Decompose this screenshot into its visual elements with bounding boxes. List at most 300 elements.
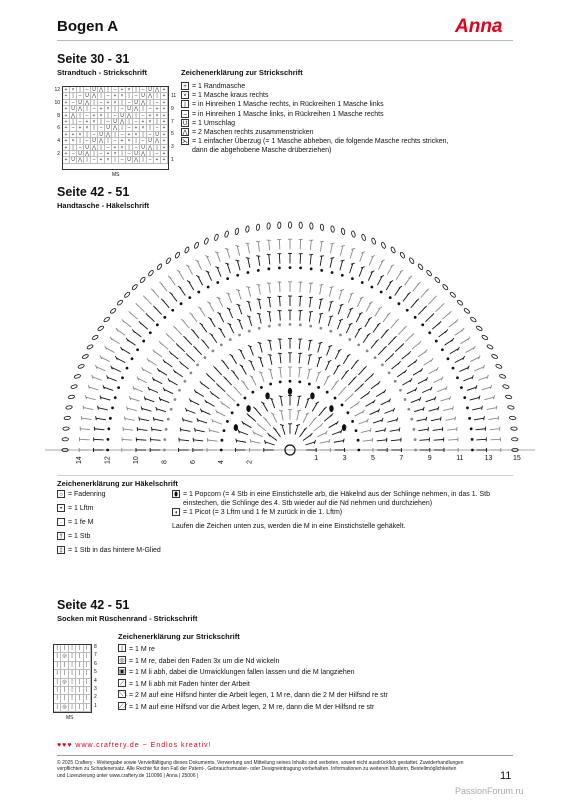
chart-cell: – [105, 145, 112, 151]
stitch-dot [231, 411, 234, 414]
chart-cell: + [63, 125, 70, 131]
stb-stitch-top [329, 439, 330, 443]
stb-stitch-top [341, 429, 342, 433]
chart-cell: | [126, 93, 133, 99]
stb-stitch [198, 276, 203, 285]
stb-stitch [448, 439, 458, 440]
key-text: = Fadenring [68, 491, 106, 498]
legal-line-3: und Lizenzierung unter www.craftery.de 110096 | Anna | 25006 | [57, 772, 199, 779]
stb-stitch-top [397, 418, 398, 422]
chart-cell: – [147, 157, 154, 163]
stb-stitch-top [399, 428, 400, 432]
stitch-dot [163, 316, 166, 319]
stb-stitch [142, 408, 152, 411]
stb-stitch [260, 343, 263, 353]
stb-stitch [460, 338, 468, 343]
stb-stitch-top [151, 289, 154, 292]
stb-stitch-top [439, 321, 442, 324]
stb-stitch [190, 400, 199, 404]
stb-stitch-top [449, 396, 450, 400]
chart-cell: + [147, 113, 154, 119]
stb-stitch [111, 338, 119, 343]
stb-stitch-top [179, 361, 181, 364]
stitch-dot [380, 291, 383, 294]
stb-stitch [139, 419, 149, 421]
row-number: 7 [93, 652, 97, 659]
stb-stitch-top [129, 396, 130, 400]
chart-cell: U [126, 157, 133, 163]
chart-cell: | [76, 653, 83, 661]
stb-stitch [476, 429, 486, 430]
stb-stitch-top [298, 396, 302, 397]
stb-stitch [390, 430, 400, 432]
stb-stitch [377, 440, 387, 441]
stb-stitch-top [206, 373, 209, 376]
stb-stitch [325, 361, 329, 370]
stb-stitch [280, 353, 281, 363]
stb-stitch-top [273, 428, 276, 430]
socken-row-numbers [94, 644, 97, 713]
stitch-dot [221, 439, 224, 442]
stb-stitch [138, 378, 147, 382]
key-text: = 1 fe M [68, 519, 94, 526]
stb-stitch [164, 389, 173, 393]
stb-stitch [271, 399, 274, 408]
key-symbol-icon: ▣ [119, 669, 125, 676]
stb-stitch-top [319, 342, 323, 343]
stitch-dot [357, 449, 360, 452]
key-symbol-icon: ⟋⟋ [119, 703, 128, 710]
stb-stitch-top [193, 346, 196, 349]
stb-stitch [282, 425, 285, 435]
chart-cell: | [84, 687, 91, 695]
stb-stitch [335, 350, 339, 359]
stb-stitch [437, 388, 446, 392]
chart-cell: | [105, 113, 112, 119]
chart-cell: × [84, 125, 91, 131]
stb-stitch [300, 311, 301, 321]
stitch-dot [174, 398, 177, 401]
stb-stitch-top [238, 429, 239, 433]
stb-stitch [82, 418, 92, 420]
chart-cell: | [61, 645, 68, 653]
row-number: 1 [93, 702, 97, 709]
key-item [118, 690, 458, 702]
chart-cell: × [154, 113, 161, 119]
chart-cell: + [112, 93, 119, 99]
picot-icon [502, 384, 509, 389]
chart-cell: + [112, 145, 119, 151]
chart-cell: | [98, 119, 105, 125]
stitch-dot [466, 407, 469, 410]
chart-cell: | [54, 679, 61, 687]
chart-cell: U [147, 138, 154, 144]
page-title: Bogen A [57, 18, 119, 35]
chart-cell: | [119, 125, 126, 131]
strandtuch-chart [52, 86, 176, 178]
stb-stitch [272, 414, 276, 423]
stb-stitch-top [398, 361, 400, 364]
stb-stitch [369, 256, 373, 265]
stb-stitch [270, 340, 272, 350]
stitch-dot [331, 271, 334, 274]
stb-stitch [387, 266, 392, 275]
stb-stitch-top [364, 366, 367, 369]
stb-stitch [366, 401, 375, 406]
chart-cell: × [105, 157, 112, 163]
stb-stitch [191, 314, 197, 322]
stb-stitch [310, 255, 311, 265]
chart-cell: ⋀ [91, 93, 97, 100]
stb-stitch [134, 388, 143, 392]
stb-stitch [332, 431, 341, 434]
row-number: 3 [171, 144, 174, 151]
stb-stitch-top [378, 381, 380, 384]
stb-stitch [160, 399, 169, 403]
chart-cell: | [54, 695, 61, 703]
crafty-text: www.craftery.de ~ Endlos kreativ! [75, 742, 212, 749]
picot-icon [194, 242, 200, 249]
popcorn-icon [234, 424, 238, 431]
stb-stitch-top [247, 316, 251, 317]
chart-cell: | [133, 87, 140, 93]
stb-stitch [261, 372, 265, 381]
chart-cell: | [147, 151, 154, 157]
stb-stitch-top [153, 350, 155, 353]
stb-stitch [388, 420, 398, 423]
chart-cell: + [63, 100, 70, 106]
stb-stitch-top [377, 323, 380, 325]
stb-stitch [298, 396, 300, 406]
chart-cell: – [70, 125, 77, 131]
picot-icon [131, 284, 138, 291]
stitch-dot [471, 449, 474, 452]
stb-stitch-top [144, 397, 145, 401]
key-text: Laufen die Zeichen unten zus, werden die M in eine Einstichstelle gehäkelt. [172, 523, 406, 531]
picot-icon [66, 405, 73, 409]
stb-stitch-top [247, 413, 250, 416]
chart-cell: | [140, 157, 147, 163]
stb-stitch [258, 242, 260, 252]
stb-stitch-top [314, 417, 317, 419]
stb-stitch [281, 396, 283, 406]
stitch-dot [260, 386, 263, 389]
stitch-dot [196, 364, 199, 367]
picot-icon [361, 234, 366, 241]
key-text: = in Hinreihen 1 Masche rechts, in Rückreihen 1 Masche links [192, 101, 384, 109]
row-number: 6 [57, 125, 60, 132]
stb-stitch-top [385, 428, 386, 432]
stb-stitch-top [496, 406, 497, 410]
stb-stitch [487, 408, 497, 410]
stb-stitch [413, 370, 422, 375]
picot-icon [148, 270, 154, 277]
key-item [172, 490, 512, 508]
stitch-dot [220, 449, 223, 452]
stb-stitch-top [382, 418, 383, 422]
stb-stitch-top [415, 360, 417, 363]
chart-cell: – [119, 106, 126, 112]
chart-cell: × [91, 119, 98, 125]
row-number: 8 [57, 112, 60, 119]
stb-stitch [426, 398, 435, 401]
chart-cell: ◎ [61, 704, 68, 712]
key-item [181, 110, 451, 119]
row-number: 12 [54, 87, 60, 93]
chart-cell: | [69, 653, 76, 661]
stitch-dot [357, 439, 360, 442]
key-symbol-icon: ◖ [172, 508, 180, 516]
picot-icon [288, 222, 291, 228]
round-label: 14 [76, 456, 84, 464]
row-number: 5 [93, 669, 97, 676]
stb-stitch-top [268, 369, 272, 370]
stb-stitch-top [169, 351, 172, 354]
chart-cell: ⋀ [147, 144, 153, 151]
row-number: 2 [93, 694, 97, 701]
chart-cell: + [119, 138, 126, 144]
picot-icon [507, 405, 514, 409]
chart-cell: + [161, 132, 168, 138]
round-label: 3 [342, 455, 347, 462]
chart-cell: – [70, 151, 77, 157]
chart-cell: | [154, 119, 161, 125]
stitch-dot [421, 323, 424, 326]
stb-stitch [467, 387, 476, 390]
picot-icon [486, 344, 493, 350]
stb-stitch [300, 282, 301, 292]
chart-cell: × [98, 113, 105, 119]
stb-stitch-top [83, 406, 84, 410]
popcorn-icon [329, 405, 333, 412]
chart-cell: – [98, 151, 105, 157]
stb-stitch-top [329, 316, 333, 317]
popcorn-icon [288, 388, 292, 395]
stb-stitch [491, 439, 501, 440]
stitch-dot [131, 357, 134, 360]
stb-stitch [440, 398, 450, 401]
stitch-dot [156, 323, 159, 326]
stb-stitch [355, 329, 360, 338]
chart-cell: – [133, 119, 140, 125]
picot-icon [224, 231, 229, 238]
legal-line-1: © 2025 Craftery - Weitergabe sowie Vervielfältigung dieses Dokuments, Verwertung und Mitteilung seines Inhalts sind verboten, soweit nicht ausdrücklich gestattet. Zuwiderhandlungen [57, 760, 464, 766]
stitch-dot [470, 427, 473, 430]
stb-stitch-top [246, 243, 250, 244]
stitch-dot [167, 418, 170, 421]
stb-stitch [429, 369, 438, 374]
stb-stitch [350, 249, 353, 259]
stb-stitch [258, 285, 260, 295]
stb-stitch [123, 429, 133, 430]
stb-stitch-top [371, 373, 374, 376]
stb-stitch-top [161, 299, 164, 302]
chart-cell: | [76, 687, 83, 695]
stitch-dot [248, 330, 251, 333]
picot-icon [309, 223, 313, 230]
stb-stitch-top [257, 313, 261, 314]
stb-stitch [259, 299, 261, 309]
stitch-dot [229, 338, 232, 341]
stb-stitch-top [416, 299, 419, 302]
stb-stitch [178, 271, 183, 279]
stb-stitch-top [482, 406, 483, 410]
legal-line-2: verpflichten zu Schadenersatz. Alle Rechte für den Fall der Patent-, Gebrauchsmuster- oder Designeintragung vorbehalten. Informationen zu weiteren Mustern, Bestellmöglichkeiten [57, 766, 457, 773]
stb-stitch-top [320, 423, 322, 426]
stb-stitch [269, 297, 270, 307]
row-number: 6 [93, 660, 97, 667]
chart-cell: – [112, 87, 119, 93]
stb-stitch [263, 403, 268, 412]
chart-cell: | [69, 662, 76, 670]
stb-stitch-top [225, 248, 229, 249]
chart-cell: | [69, 695, 76, 703]
stitch-dot [226, 420, 229, 423]
stb-stitch-top [319, 299, 323, 300]
stb-stitch [218, 298, 222, 307]
stb-stitch-top [309, 283, 313, 284]
chart-cell: | [133, 138, 140, 144]
stitch-dot [410, 418, 413, 421]
picot-icon [505, 395, 512, 400]
stb-stitch [329, 287, 331, 297]
chart-cell: – [154, 125, 161, 131]
stb-stitch-top [309, 297, 313, 298]
stb-stitch [279, 282, 280, 292]
stb-stitch-top [308, 355, 312, 356]
chart-cell: U [112, 119, 119, 125]
key-text: = 1 M auf eine Hilfsnd vor die Arbeit legen, 2 M re, dann die M der Hilfsnd re str [129, 703, 375, 711]
stb-stitch [417, 419, 427, 421]
stb-stitch-top [250, 439, 251, 443]
stb-stitch [254, 432, 263, 436]
stb-stitch [112, 367, 121, 371]
stitch-dot [370, 286, 373, 289]
key-text: = 1 Popcorn (= 4 Stb in eine Einstichstelle arb, die Häkelnd aus der Schlinge nehmen, in das 1. Stb einstechen, die Schlinge des 4. Stb wieder auf die Nd nehmen und durchziehen) [183, 491, 491, 508]
stb-stitch-top [257, 423, 259, 426]
stb-stitch [229, 324, 233, 333]
stb-stitch [418, 379, 427, 384]
stb-stitch [136, 439, 146, 440]
key-symbol-icon: ‡ [57, 546, 65, 554]
stb-stitch [299, 353, 300, 363]
stb-stitch-top [426, 417, 427, 421]
stitch-dot [149, 331, 152, 334]
chart-cell: | [140, 106, 147, 112]
chart-cell: – [70, 100, 77, 106]
stitch-dot [394, 380, 397, 383]
chart-cell: | [70, 119, 77, 125]
stb-stitch-top [384, 346, 387, 349]
chart-cell: | [69, 645, 76, 653]
stitch-dot [188, 296, 191, 299]
stb-stitch-top [386, 329, 389, 332]
stb-stitch [104, 387, 113, 390]
stb-stitch-top [267, 311, 271, 312]
chart-cell: | [154, 93, 161, 99]
stitch-dot [374, 356, 377, 359]
stb-stitch [86, 397, 96, 400]
chart-cell: | [140, 132, 147, 138]
chart-cell: | [61, 670, 68, 678]
stb-stitch [422, 389, 431, 393]
stb-stitch [407, 389, 416, 393]
chart-cell: – [91, 132, 98, 138]
stitch-dot [204, 356, 207, 359]
stb-stitch [391, 440, 401, 441]
stb-stitch [228, 294, 232, 303]
key-symbol-icon: – [181, 110, 189, 118]
stb-stitch [397, 371, 405, 377]
key-text: = in Hinreihen 1 Masche links, in Rückreihen 1 Masche rechts [192, 110, 384, 118]
legal-notice [57, 760, 517, 779]
key-text: = 1 Masche kraus rechts [192, 92, 269, 100]
chart-cell: + [63, 151, 70, 157]
round-label: 1 [314, 455, 319, 462]
stitch-dot [435, 340, 438, 343]
chart-cell: ⋀ [70, 112, 76, 119]
stb-stitch-top [320, 256, 324, 257]
chart-cell: × [70, 138, 77, 144]
chart-cell: | [119, 100, 126, 106]
stb-stitch-top [320, 241, 324, 242]
stb-stitch-top [319, 313, 323, 314]
stitch-dot [351, 277, 354, 280]
stitch-dot [220, 343, 223, 346]
chart-cell: – [133, 93, 140, 99]
stb-stitch [320, 441, 330, 443]
chart-cell: | [84, 662, 91, 670]
chart-cell: | [98, 93, 105, 99]
stb-stitch-top [159, 282, 162, 284]
stb-stitch-top [264, 440, 265, 444]
stb-stitch [361, 430, 371, 432]
stb-stitch [405, 277, 411, 285]
chart-cell: + [161, 138, 168, 144]
stb-stitch [362, 440, 372, 441]
key-item [118, 656, 458, 668]
stb-stitch-top [428, 427, 429, 431]
key-text: = 2 Maschen rechts zusammenstricken [192, 129, 314, 137]
stb-stitch-top [438, 407, 439, 411]
chart-cell: ⋀ [84, 99, 90, 106]
stb-stitch-top [370, 428, 371, 432]
picot-icon [245, 226, 249, 233]
stitch-dot [117, 386, 120, 389]
stb-stitch-top [354, 376, 357, 379]
stb-stitch [350, 264, 353, 273]
stitch-dot [468, 417, 471, 420]
chart-cell: | [84, 695, 91, 703]
stb-stitch [447, 429, 457, 430]
stb-stitch [320, 256, 322, 266]
stitch-dot [346, 411, 349, 414]
picot-icon [511, 438, 518, 442]
stitch-dot [452, 367, 455, 370]
stb-stitch [308, 355, 310, 365]
stb-stitch-top [195, 428, 196, 432]
stb-stitch-top [173, 326, 176, 329]
stb-stitch [373, 324, 379, 332]
stb-stitch [275, 429, 281, 437]
stb-stitch [188, 266, 193, 275]
key-item [57, 532, 177, 546]
chart-cell: ⋀ [126, 112, 132, 119]
chart-cell: + [63, 119, 70, 125]
chart-cell: ⋀ [154, 138, 160, 145]
stb-stitch [329, 423, 338, 428]
chart-cell: – [112, 113, 119, 119]
